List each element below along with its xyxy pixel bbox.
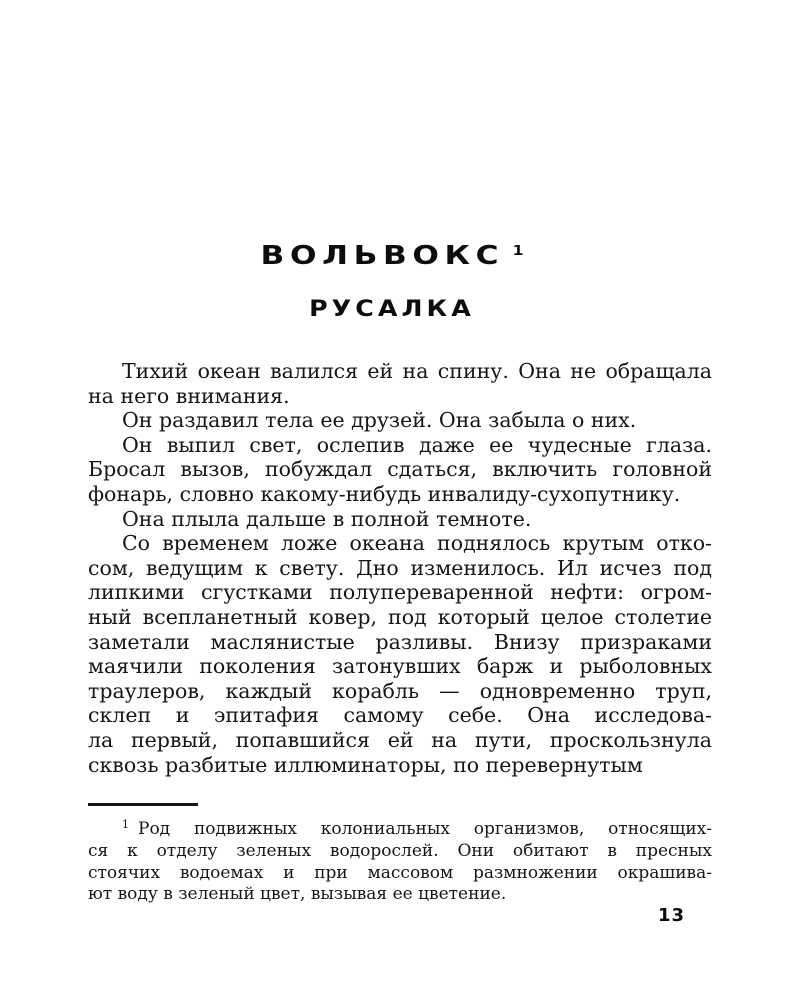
- body-text: [88, 359, 712, 777]
- footnote-divider: [88, 803, 198, 806]
- paragraph: [88, 507, 712, 532]
- text-line: липкими сгустками полупереваренной нефти: огром-: [88, 580, 712, 605]
- text-line: стоячих водоемах и при массовом размножении окрашива-: [88, 862, 712, 883]
- chapter-title: [18, 241, 767, 271]
- text-line: сом, ведущим к свету. Дно изменилось. Ил исчез под: [88, 555, 712, 580]
- paragraph: [88, 359, 712, 408]
- paragraph: [88, 531, 712, 777]
- text-line: Она плыла дальше в полной темноте.: [122, 506, 532, 531]
- paragraph: [88, 433, 712, 507]
- page-number: 13: [658, 905, 686, 926]
- text-line: Тихий океан валился ей на спину. Она не обращала: [122, 359, 712, 383]
- chapter-title-footnote-marker: 1: [512, 244, 524, 259]
- text-line: Он выпил свет, ослепив даже ее чудесные глаза.: [122, 432, 712, 457]
- text-line: склеп и эпитафия самому себе. Она исследова-: [88, 703, 712, 728]
- text-line: на него внимания.: [88, 383, 290, 408]
- paragraph: [88, 408, 712, 433]
- text-line: ют воду в зеленый цвет, вызывая ее цветение.: [88, 884, 507, 905]
- text-line: Он раздавил тела ее друзей. Она забыла о них.: [122, 408, 637, 433]
- section-subtitle: РУСАЛКА: [309, 297, 475, 322]
- footnote-text: [88, 814, 712, 906]
- text-line: заметали маслянистые разливы. Внизу призраками: [88, 629, 712, 654]
- footnote-marker: 1: [122, 818, 129, 831]
- footnote: [88, 803, 712, 906]
- text-line: Бросал вызов, побуждал сдаться, включить головной: [88, 457, 712, 482]
- chapter-title-text: ВОЛЬВОКС: [260, 241, 505, 271]
- text-line: маячили поколения затонувших барж и рыболовных: [88, 654, 712, 679]
- text-line: Со временем ложе океана поднялось крутым отко-: [122, 531, 712, 556]
- text-line: ла первый, попавшийся ей на пути, проскользнула: [88, 727, 712, 752]
- text-line: фонарь, словно какому-нибудь инвалиду-сухопутнику.: [88, 481, 681, 506]
- text-line: ся к отделу зеленых водорослей. Они обитают в пресных: [88, 840, 712, 861]
- text-line: ный всепланетный ковер, под который целое столетие: [88, 604, 712, 629]
- text-line: сквозь разбитые иллюминаторы, по перевернутым: [88, 752, 643, 777]
- text-line: траулеров, каждый корабль — одновременно труп,: [88, 678, 712, 703]
- text-line: $^1$ Род подвижных колониальных организмов, относящих-: [122, 818, 712, 839]
